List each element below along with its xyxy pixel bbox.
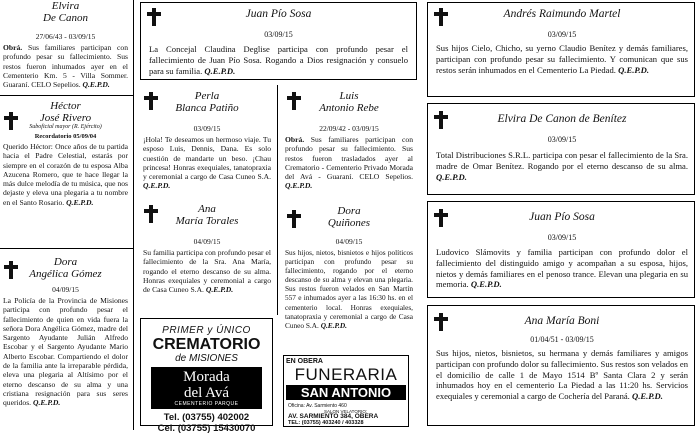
qepd: Q.E.P.D. — [470, 279, 502, 290]
obituary-hector-jose-rivero — [3, 100, 128, 207]
qepd: Q.E.P.D. — [143, 181, 171, 191]
ad-brand: Morada — [183, 369, 230, 385]
obituary-name: Quiñones — [327, 217, 371, 229]
obituary-date: 04/09/15 — [335, 237, 363, 246]
obituary-ana-maria-boni — [427, 305, 695, 426]
qepd: Q.E.P.D. — [320, 320, 347, 330]
ad-cell: Cel. (03755) 15430070 — [157, 423, 256, 434]
obituary-andres-raimundo-martel — [427, 2, 695, 97]
ad-title: CREMATORIO — [152, 336, 261, 353]
obituary-juan-pio-sosa-concejal — [140, 2, 417, 80]
obituary-recordatorio: Recordatorio 05/09/04 — [34, 133, 97, 140]
obituary-dora-angelica-gomez — [3, 256, 128, 408]
obituary-dora-quinones — [285, 205, 413, 330]
obituary-text: Sus hijos, nietos, bisnietos, su hermana y demás familiares y amigos participan con profundo dolor su fallecimiento. Sus restos son velados en el domicilio de calle 1 de Mayo 1514 Bº Santa Clara 2 y serán inhumados hoy en el cementerio La Piedad a las 11:20 hs. Servicios exequiales y ceremonial a cargo de Cochería del Paraná. Q.E.P.D. — [436, 348, 688, 402]
obituary-date: 01/04/51 - 03/09/15 — [530, 335, 594, 344]
separator — [0, 248, 133, 249]
obituary-name: Ana María Boni — [524, 315, 600, 327]
column-divider — [277, 85, 278, 315]
obituary-date: 03/09/15 — [264, 30, 293, 39]
obituary-name: Perla — [194, 90, 220, 102]
obituary-juan-pio-sosa-slamovits — [427, 201, 695, 298]
obituary-date: 03/09/15 — [547, 233, 577, 242]
obituary-name: Elvira — [51, 0, 80, 12]
obituary-name: Dora — [53, 256, 78, 268]
obituary-text: La Concejal Claudina Deglise participa con profundo pesar el fallecimiento de Juan Pío Sosa. Rogando a Dios resignación y consuelo para su familia. Q.E.P.D. — [149, 44, 408, 76]
obituary-elvira-de-canon-de-benitez — [427, 103, 695, 195]
ad-hall-label: SALON VELATORIO: — [324, 409, 368, 414]
qepd: Q.E.P.D. — [285, 181, 313, 191]
ad-tagline: PRIMER y ÚNICO — [162, 325, 251, 336]
obituary-name: José Rivero — [39, 112, 92, 124]
obituary-name: Dora — [337, 205, 361, 217]
qepd: Q.E.P.D. — [32, 398, 61, 408]
obituary-date: 04/09/15 — [52, 285, 79, 294]
obituary-text: Total Distribuciones S.R.L. participa con pesar el fallecimiento de la Sra. madre de Omar Benítez. Rogando por el eterno descanso de su alma. Q.E.P.D. — [436, 150, 688, 182]
obituary-text: La Policía de la Provincia de Misiones participa con profundo pesar el fallecimiento de quien en vida fuera la señora Dora Angélica Gómez, madre del Sargento Ayudante Julián Alfredo Escobar y el Sargento Ayudante Mario Alberto Escobar. Compartiendo el dolor de la familia ante la irreparable pérdida, eleva una plegaria al Altísimo por el eterno descanso de su alma y una cristiana resignación para sus seres queridos. Q.E.P.D. — [3, 296, 128, 408]
ad-logo-block — [151, 367, 262, 409]
obituary-name: Angélica Gómez — [29, 268, 102, 280]
ad-brand: del Avá — [183, 385, 230, 401]
obituary-date: 04/09/15 — [193, 237, 221, 246]
obituary-text: Obrá. Sus familiares participan con profundo pesar su fallecimiento. Sus restos fueron trasladados ayer al Crematorio - Cementerio Privado Morada del Avá - Guaraní. CELO Sepelios. Q.E.P.D. — [285, 135, 413, 191]
obituary-text: Querido Héctor: Once años de tu partida hacia el Padre Celestial, estarás por siempre en el corazón de tu esposa Alba Azucena Romero, que te hace llegar la más dulce melodía de tu música, que nos dejaste y eleva una plegaria a tu nombre en el Santo Rosario. Q.E.P.D. — [3, 142, 128, 207]
obituary-name: Andrés Raimundo Martel — [503, 8, 621, 20]
obituary-ana-maria-torales — [143, 203, 271, 294]
obituary-name: Blanca Patiño — [175, 102, 239, 114]
separator — [0, 95, 133, 96]
funeraria-san-antonio-ad — [283, 355, 409, 427]
ad-office: Oficina: Av. Sarmiento 460 — [288, 403, 347, 409]
obituary-date: 27/06/43 - 03/09/15 — [35, 32, 96, 41]
ad-brand: SAN ANTONIO — [286, 385, 406, 400]
obituary-name: De Canon — [43, 12, 88, 24]
obituary-name: Antonio Rebe — [319, 102, 379, 114]
crematorio-ad — [140, 318, 273, 434]
obituary-name: Elvira De Canon de Benítez — [497, 113, 627, 125]
obituary-name: Héctor — [50, 100, 81, 112]
obituary-text: ¡Hola! Te deseamos un hermoso viaje. Tu esposo Luis, Dennis, Dana. Es solo cuestión de mandarte un beso. ¡Chau princesa! Honras exequiales, tanatopraxia y ceremonial a cargo de Casa Cuneo S.A. Q.E.P.D. — [143, 135, 271, 191]
obituary-name: María Torales — [175, 215, 239, 227]
ad-phones: TEL: (03755) 403240 / 403328 — [288, 420, 364, 426]
obituary-rank: Suboficial mayor (R. Ejército) — [29, 124, 102, 130]
obituary-perla-blanca-patino — [143, 90, 271, 191]
qepd: Q.E.P.D. — [82, 80, 110, 90]
obituary-text: Su familia participa con profundo pesar el fallecimiento de la Sra. Ana María, rogando el eterno descanso de su alma. Honras exequiales y ceremonial a cargo de Casa Cuneo S.A. Q.E.P.D. — [143, 248, 271, 295]
obituary-date: 03/09/15 — [547, 135, 577, 144]
ad-subtitle: de MISIONES — [175, 353, 238, 364]
qepd: Q.E.P.D. — [618, 64, 649, 75]
ad-location: EN OBERA — [286, 358, 323, 365]
obituary-name: Ana — [198, 203, 216, 215]
column-divider — [133, 0, 134, 430]
obituary-elvira-de-canon — [3, 0, 128, 89]
obituary-name: Juan Pío Sosa — [245, 8, 312, 20]
obituary-text: Sus hijos, nietos, bisnietos e hijos políticos participan con profundo pesar su fallecimiento, rogando por el eterno descanso de su alma y elevan una plegaria. Sus restos fueron velados en San Martín 557 e inhumados ayer a las 16:30 hs. en el cementerio local. Honras exequiales, tanatopraxia y ceremonial a cargo de Casa Cuneo S.A. Q.E.P.D. — [285, 248, 413, 330]
ad-brand-sub: CEMENTERIO PARQUE — [174, 401, 239, 407]
qepd: Q.E.P.D. — [205, 285, 234, 295]
qepd: Q.E.P.D. — [204, 65, 236, 76]
obituary-lead: Obrá. — [3, 43, 23, 52]
qepd: Q.E.P.D. — [436, 171, 467, 182]
qepd: Q.E.P.D. — [631, 391, 663, 402]
ad-address: AV. SARMIENTO 384, OBERA — [288, 413, 379, 420]
obituary-date: 22/09/42 - 03/09/15 — [319, 124, 379, 133]
obituary-date: 03/09/15 — [547, 30, 577, 39]
obituary-lead: Obrá. — [285, 135, 305, 144]
qepd: Q.E.P.D. — [66, 197, 94, 207]
ad-phone: Tel. (03755) 402002 — [163, 412, 250, 423]
obituary-text: Obrá. Sus familiares participan con profundo pesar su fallecimiento. Sus restos fueron inhumados ayer en el Cementerio Km. 5 - Villa Sommer. Guaraní. CELO Sepelios. Q.E.P.D. — [3, 43, 128, 90]
obituary-text: Sus hijos Cielo, Chicho, su yerno Claudio Benítez y demás familiares, participan con profundo pesar su fallecimiento. Y comunican que sus restos serán inhumados en el Cementerio La Piedad. Q.E.P.D. — [436, 43, 688, 75]
obituary-name: Luis — [339, 90, 359, 102]
obituary-luis-antonio-rebe — [285, 90, 413, 191]
obituary-text: Ludovico Slámovits y familia participan con profundo dolor el fallecimiento del distinguido amigo y acompañan a su esposa, hijos, nietos y demás familiares en el penoso trance. Elevan una plegaria en su memoria. Q.E.P.D. — [436, 247, 688, 290]
ad-title: FUNERARIA — [294, 365, 398, 384]
obituary-name: Juan Pío Sosa — [529, 211, 595, 223]
obituary-date: 03/09/15 — [193, 124, 221, 133]
